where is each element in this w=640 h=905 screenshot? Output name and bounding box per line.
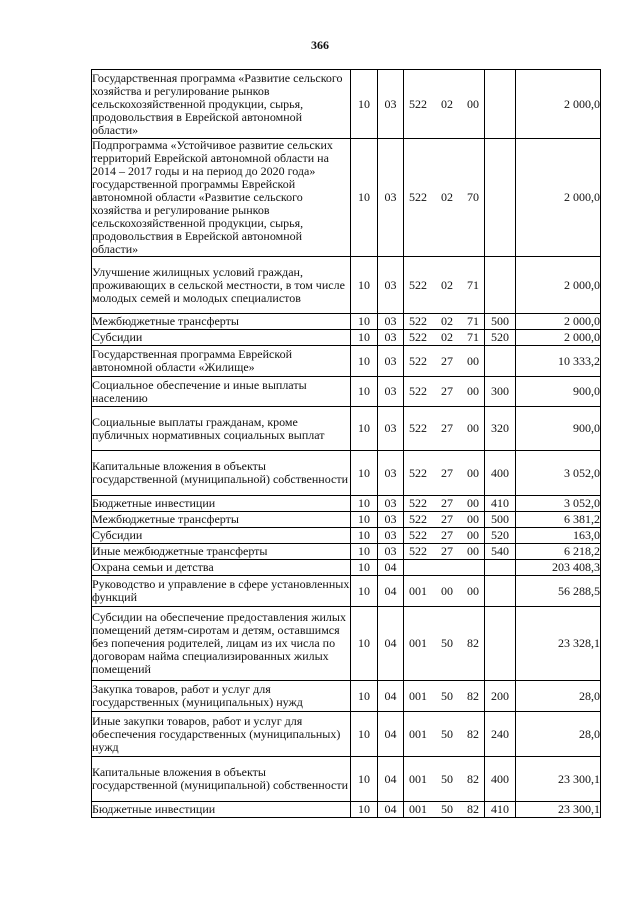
row-subsection-code: 03 <box>378 139 404 257</box>
row-target-article-part-3: 00 <box>467 421 479 435</box>
row-target-article-part-2: 02 <box>441 190 453 204</box>
row-amount: 2 000,0 <box>516 330 601 346</box>
table-row <box>92 377 601 407</box>
row-subsection-code: 03 <box>378 451 404 496</box>
row-subsection-code: 03 <box>378 512 404 528</box>
row-amount: 28,0 <box>516 712 601 757</box>
row-target-article-part-3: 00 <box>467 465 479 480</box>
row-subsection-code: 03 <box>378 496 404 512</box>
row-amount: 900,0 <box>516 377 601 407</box>
row-target-article-part-2: 50 <box>441 726 453 741</box>
row-target-article <box>404 560 485 576</box>
row-target-article-part-2: 27 <box>441 353 453 368</box>
row-section-code: 10 <box>351 70 378 139</box>
row-subsection-code: 03 <box>378 257 404 314</box>
row-expense-type <box>485 607 516 681</box>
row-target-article-part-2: 27 <box>441 496 453 510</box>
row-section-code: 10 <box>351 576 378 607</box>
budget-table <box>91 69 601 818</box>
row-section-code: 10 <box>351 544 378 560</box>
table-row <box>92 314 601 330</box>
row-target-article-part-1: 001 <box>409 636 427 650</box>
row-expense-type: 400 <box>485 757 516 802</box>
row-subsection-code: 03 <box>378 346 404 377</box>
row-expense-type: 540 <box>485 544 516 560</box>
row-expense-type: 410 <box>485 496 516 512</box>
row-name: Закупка товаров, работ и услуг для государственных (муниципальных) нужд <box>92 681 351 712</box>
row-expense-type: 400 <box>485 451 516 496</box>
row-section-code: 10 <box>351 257 378 314</box>
row-amount: 2 000,0 <box>516 70 601 139</box>
row-target-article <box>404 407 485 451</box>
row-target-article-part-2: 02 <box>441 330 453 344</box>
row-target-article <box>404 528 485 544</box>
row-target-article <box>404 496 485 512</box>
row-target-article-part-2: 50 <box>441 802 453 816</box>
row-name: Государственная программа Еврейской автономной области «Жилище» <box>92 346 351 377</box>
row-target-article-part-3: 00 <box>467 384 479 398</box>
row-section-code: 10 <box>351 512 378 528</box>
row-amount: 2 000,0 <box>516 257 601 314</box>
row-name: Государственная программа «Развитие сельского хозяйства и регулирование рынков сельскохозяйственной продукции, сырья, продовольствия в Еврейской автономной области» <box>92 70 351 139</box>
row-subsection-code: 03 <box>378 407 404 451</box>
row-target-article-part-2: 00 <box>441 583 453 598</box>
row-subsection-code: 04 <box>378 560 404 576</box>
table-row <box>92 560 601 576</box>
row-target-article-part-1: 522 <box>409 96 427 111</box>
row-section-code: 10 <box>351 346 378 377</box>
row-target-article <box>404 314 485 330</box>
row-target-article-part-1: 522 <box>409 353 427 368</box>
row-subsection-code: 03 <box>378 314 404 330</box>
row-section-code: 10 <box>351 712 378 757</box>
row-target-article <box>404 757 485 802</box>
row-target-article-part-2: 27 <box>441 528 453 542</box>
row-subsection-code: 03 <box>378 377 404 407</box>
row-target-article-part-1: 522 <box>409 512 427 526</box>
row-target-article <box>404 681 485 712</box>
row-target-article-part-1: 001 <box>409 802 427 816</box>
row-target-article-part-3: 82 <box>467 726 479 741</box>
row-target-article-part-2: 27 <box>441 384 453 398</box>
row-subsection-code: 03 <box>378 330 404 346</box>
row-amount: 900,0 <box>516 407 601 451</box>
row-amount: 6 381,2 <box>516 512 601 528</box>
table-row <box>92 496 601 512</box>
row-target-article <box>404 346 485 377</box>
row-target-article-part-1: 522 <box>409 277 427 292</box>
table-row <box>92 330 601 346</box>
row-section-code: 10 <box>351 681 378 712</box>
row-expense-type <box>485 70 516 139</box>
row-section-code: 10 <box>351 451 378 496</box>
row-amount: 2 000,0 <box>516 314 601 330</box>
row-expense-type: 200 <box>485 681 516 712</box>
row-target-article-part-1: 001 <box>409 771 427 786</box>
row-target-article-part-3: 82 <box>467 688 479 703</box>
row-target-article <box>404 802 485 818</box>
row-target-article-part-3: 82 <box>467 636 479 650</box>
row-amount: 3 052,0 <box>516 451 601 496</box>
row-target-article-part-1: 522 <box>409 544 427 558</box>
table-row <box>92 139 601 257</box>
row-target-article <box>404 544 485 560</box>
row-target-article-part-2: 02 <box>441 96 453 111</box>
row-expense-type <box>485 139 516 257</box>
table-row <box>92 757 601 802</box>
row-target-article-part-2: 50 <box>441 771 453 786</box>
row-target-article-part-1: 522 <box>409 496 427 510</box>
table-row <box>92 802 601 818</box>
row-target-article-part-2: 02 <box>441 314 453 328</box>
row-name: Бюджетные инвестиции <box>92 802 351 818</box>
row-subsection-code: 03 <box>378 70 404 139</box>
row-section-code: 10 <box>351 757 378 802</box>
row-section-code: 10 <box>351 139 378 257</box>
row-target-article-part-2: 27 <box>441 512 453 526</box>
row-expense-type: 300 <box>485 377 516 407</box>
table-row <box>92 512 601 528</box>
row-expense-type <box>485 257 516 314</box>
row-name: Улучшение жилищных условий граждан, проживающих в сельской местности, в том числе молодых семей и молодых специалистов <box>92 257 351 314</box>
row-name: Капитальные вложения в объекты государственной (муниципальной) собственности <box>92 451 351 496</box>
table-row <box>92 257 601 314</box>
row-target-article <box>404 451 485 496</box>
row-amount: 2 000,0 <box>516 139 601 257</box>
row-subsection-code: 04 <box>378 607 404 681</box>
row-target-article-part-2: 27 <box>441 465 453 480</box>
row-amount: 163,0 <box>516 528 601 544</box>
row-name: Социальные выплаты гражданам, кроме публичных нормативных социальных выплат <box>92 407 351 451</box>
row-expense-type: 410 <box>485 802 516 818</box>
row-target-article-part-1: 522 <box>409 190 427 204</box>
row-target-article <box>404 257 485 314</box>
row-expense-type: 240 <box>485 712 516 757</box>
table-row <box>92 346 601 377</box>
row-target-article-part-3: 82 <box>467 802 479 816</box>
row-name: Руководство и управление в сфере установленных функций <box>92 576 351 607</box>
row-target-article-part-3: 00 <box>467 544 479 558</box>
row-section-code: 10 <box>351 560 378 576</box>
page-number: 366 <box>311 38 329 52</box>
row-target-article <box>404 377 485 407</box>
row-subsection-code: 04 <box>378 576 404 607</box>
row-name: Капитальные вложения в объекты государственной (муниципальной) собственности <box>92 757 351 802</box>
row-target-article-part-1: 522 <box>409 421 427 435</box>
row-target-article-part-3: 00 <box>467 496 479 510</box>
row-name: Субсидии на обеспечение предоставления жилых помещений детям-сиротам и детям, оставшимся без попечения родителей, лицам из их числа по договорам найма специализированных жилых помещений <box>92 607 351 681</box>
row-subsection-code: 04 <box>378 681 404 712</box>
table-row <box>92 451 601 496</box>
row-target-article <box>404 70 485 139</box>
row-amount: 3 052,0 <box>516 496 601 512</box>
row-target-article <box>404 512 485 528</box>
row-name: Субсидии <box>92 528 351 544</box>
row-amount: 56 288,5 <box>516 576 601 607</box>
row-target-article-part-2: 50 <box>441 688 453 703</box>
table-row <box>92 70 601 139</box>
row-target-article-part-3: 00 <box>467 583 479 598</box>
row-target-article-part-3: 00 <box>467 528 479 542</box>
row-target-article-part-3: 70 <box>467 190 479 204</box>
row-section-code: 10 <box>351 607 378 681</box>
row-target-article-part-3: 82 <box>467 771 479 786</box>
row-name: Подпрограмма «Устойчивое развитие сельских территорий Еврейской автономной области на 2014 – 2017 годы и на период до 2020 года» государственной программы Еврейской автономной области «Развитие сельского хозяйства и регулирование рынков сельскохозяйственной продукции, сырья, продовольствия в Еврейской автономной области» <box>92 139 351 257</box>
row-subsection-code: 04 <box>378 712 404 757</box>
table-row <box>92 544 601 560</box>
row-name: Межбюджетные трансферты <box>92 314 351 330</box>
row-target-article-part-1: 001 <box>409 726 427 741</box>
row-expense-type: 320 <box>485 407 516 451</box>
row-expense-type <box>485 346 516 377</box>
table-row <box>92 576 601 607</box>
table-row <box>92 407 601 451</box>
row-amount: 6 218,2 <box>516 544 601 560</box>
row-amount: 23 328,1 <box>516 607 601 681</box>
row-subsection-code: 04 <box>378 757 404 802</box>
row-subsection-code: 03 <box>378 544 404 560</box>
row-section-code: 10 <box>351 528 378 544</box>
row-target-article <box>404 576 485 607</box>
table-row <box>92 607 601 681</box>
row-expense-type: 500 <box>485 512 516 528</box>
row-name: Социальное обеспечение и иные выплаты населению <box>92 377 351 407</box>
row-name: Бюджетные инвестиции <box>92 496 351 512</box>
table-row <box>92 712 601 757</box>
row-amount: 28,0 <box>516 681 601 712</box>
row-amount: 203 408,3 <box>516 560 601 576</box>
row-target-article <box>404 330 485 346</box>
row-name: Межбюджетные трансферты <box>92 512 351 528</box>
row-target-article-part-1: 522 <box>409 528 427 542</box>
row-expense-type: 520 <box>485 528 516 544</box>
row-target-article-part-3: 00 <box>467 96 479 111</box>
row-section-code: 10 <box>351 496 378 512</box>
budget-table-body <box>92 70 601 818</box>
row-expense-type <box>485 576 516 607</box>
table-row <box>92 528 601 544</box>
row-expense-type: 500 <box>485 314 516 330</box>
row-name: Субсидии <box>92 330 351 346</box>
row-section-code: 10 <box>351 407 378 451</box>
row-target-article-part-1: 522 <box>409 384 427 398</box>
row-subsection-code: 04 <box>378 802 404 818</box>
row-section-code: 10 <box>351 377 378 407</box>
row-target-article <box>404 712 485 757</box>
row-expense-type <box>485 560 516 576</box>
row-target-article <box>404 139 485 257</box>
row-amount: 10 333,2 <box>516 346 601 377</box>
row-target-article <box>404 607 485 681</box>
row-expense-type: 520 <box>485 330 516 346</box>
row-section-code: 10 <box>351 802 378 818</box>
row-target-article-part-3: 00 <box>467 353 479 368</box>
row-amount: 23 300,1 <box>516 757 601 802</box>
row-target-article-part-1: 001 <box>409 688 427 703</box>
row-amount: 23 300,1 <box>516 802 601 818</box>
row-target-article-part-3: 00 <box>467 512 479 526</box>
row-target-article-part-3: 71 <box>467 277 479 292</box>
row-subsection-code: 03 <box>378 528 404 544</box>
row-name: Иные закупки товаров, работ и услуг для обеспечения государственных (муниципальных) нужд <box>92 712 351 757</box>
row-target-article-part-1: 522 <box>409 330 427 344</box>
row-target-article-part-2: 27 <box>441 544 453 558</box>
row-section-code: 10 <box>351 330 378 346</box>
row-target-article-part-1: 522 <box>409 465 427 480</box>
row-target-article-part-2: 50 <box>441 636 453 650</box>
row-section-code: 10 <box>351 314 378 330</box>
row-target-article-part-2: 27 <box>441 421 453 435</box>
row-target-article-part-3: 71 <box>467 314 479 328</box>
row-target-article-part-2: 02 <box>441 277 453 292</box>
row-target-article-part-3: 71 <box>467 330 479 344</box>
row-name: Охрана семьи и детства <box>92 560 351 576</box>
row-target-article-part-1: 522 <box>409 314 427 328</box>
row-name: Иные межбюджетные трансферты <box>92 544 351 560</box>
table-row <box>92 681 601 712</box>
row-target-article-part-1: 001 <box>409 583 427 598</box>
